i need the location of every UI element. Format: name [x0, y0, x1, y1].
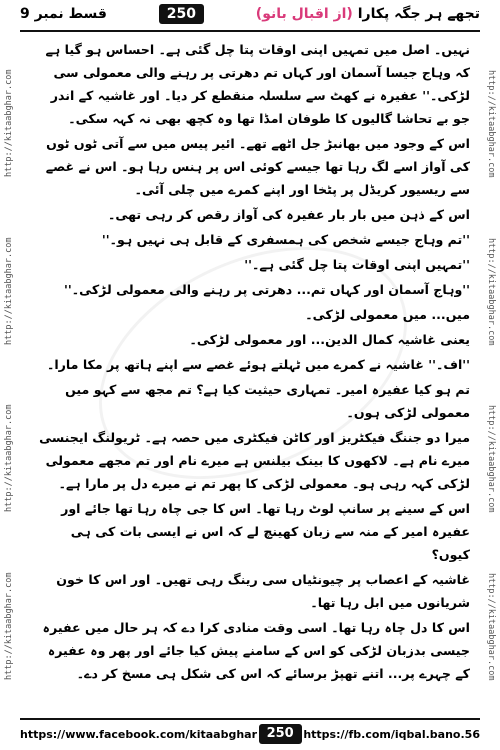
side-url-text: http://kitaabghar.com [486, 237, 496, 345]
novel-title: تجھے ہر جگہ پکارا [357, 6, 480, 22]
facebook-link-kitaabghar[interactable]: https://www.facebook.com/kitaabghar [20, 727, 258, 741]
paragraph: ''تمہیں اپنی اوقات پتا چل گئی ہے۔'' [244, 257, 470, 272]
side-url-text: http://kitaabghar.com [4, 572, 14, 680]
paragraph: اس کے وجود میں بھانبڑ جل اٹھے تھے۔ ائیر پیس میں سے آتی ٹوں ٹوں کی آواز اسے لگ رہا تھا جیسے کوئی اس پر ہنس رہا ہو۔ اس نے غصے سے ریسیور کریڈل پر پٹخا اور اپنے کمرے میں چلی آئی۔ [45, 136, 470, 197]
paragraph: ''تم وہاج جیسے شخص کی ہمسفری کے قابل ہی نہیں ہو۔'' [101, 232, 470, 247]
story-text [30, 38, 470, 714]
footer-divider [20, 718, 480, 720]
paragraph: ''اف۔'' غاشیہ نے کمرے میں ٹہلتے ہوئے غصے سے اپنے ہاتھ پر مکا مارا۔ [46, 357, 470, 372]
paragraph: ''وہاج آسمان اور کہاں تم... دھرتی پر رہنے والی معمولی لڑکی۔'' [64, 282, 470, 297]
author-name: (از اقبال بانو) [255, 6, 353, 22]
novel-title-block [256, 6, 480, 22]
left-side-url-strip [2, 40, 16, 710]
page-header [20, 0, 480, 28]
paragraph: نہیں۔ اصل میں تمہیں اپنی اوقات پتا چل گئی ہے۔ احساس ہو گیا ہے کہ وہاج جیسا آسمان اور کہاں تم دھرتی پر رہنے والی معمولی سی لڑکی۔'' عفیرہ نے کھٹ سے سلسلہ منقطع کر دیا۔ اور غاشیہ کے اندر جو بے تحاشا گالیوں کا طوفان امڈا تھا وہ کچھ بھی نہ کہہ سکی۔ [45, 42, 470, 126]
side-url-text: http://kitaabghar.com [486, 70, 496, 178]
paragraph: میں... میں معمولی لڑکی۔ [305, 307, 470, 322]
paragraph: یعنی غاشیہ کمال الدین... اور معمولی لڑکی۔ [189, 332, 470, 347]
header-page-number: 250 [159, 4, 204, 24]
side-url-text: http://kitaabghar.com [4, 70, 14, 178]
side-url-text: http://kitaabghar.com [4, 405, 14, 513]
page-footer [20, 722, 480, 746]
paragraph: تم ہو کیا عفیرہ امیر۔ تمہاری حیثیت کیا ہے؟ تم مجھ سے کہو میں معمولی لڑکی ہوں۔ [65, 382, 470, 420]
facebook-link-author[interactable]: https://fb.com/iqbal.bano.56 [303, 727, 480, 741]
paragraph: اس کے سینے پر سانپ لوٹ رہا تھا۔ اس کا جی چاہ رہا تھا جائے اور عفیرہ امیر کے منہ سے زبان کھینچ لے کہ اس نے ایسی بات کی ہی کیوں؟ [61, 501, 470, 562]
paragraph: میرا دو جننگ فیکٹریز اور کاٹن فیکٹری میں حصہ ہے۔ ٹریولنگ ایجنسی میرے نام ہے۔ لاکھوں کا بینک بیلنس ہے میرے نام اور تم مجھے معمولی لڑکی کہہ رہی ہو۔ معمولی لڑکی کا پھر تم نے میرے دل پر مارا ہے۔ [39, 430, 470, 491]
paragraph: اس کا دل چاہ رہا تھا۔ اسی وقت منادی کرا دے کہ ہر حال میں عفیرہ جیسی بدزبان لڑکی کو اس کے سامنے پیش کیا جائے اور پھر وہ عفیرہ کے چہرے پر... اتنے تھپڑ برسائے کہ اس کی شکل ہی مسخ کر دے۔ [42, 620, 470, 681]
footer-page-number: 250 [259, 724, 302, 744]
episode-label: قسط نمبر 9 [20, 6, 107, 22]
header-divider [20, 30, 480, 32]
paragraph: اس کے ذہن میں بار بار عفیرہ کی آواز رقص کر رہی تھی۔ [107, 207, 470, 222]
right-side-url-strip [484, 40, 498, 710]
side-url-text: http://kitaabghar.com [486, 405, 496, 513]
side-url-text: http://kitaabghar.com [4, 237, 14, 345]
paragraph: غاشیہ کے اعصاب پر چیونٹیاں سی رینگ رہی تھیں۔ اور اس کا خون شریانوں میں ابل رہا تھا۔ [56, 572, 470, 610]
side-url-text: http://kitaabghar.com [486, 572, 496, 680]
